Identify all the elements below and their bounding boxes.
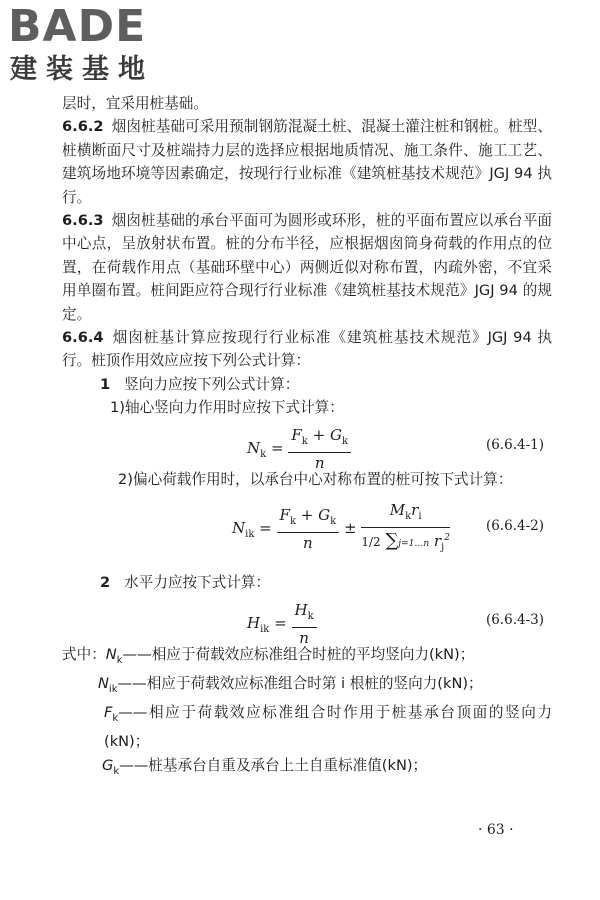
definition-text: ——相应于荷载效应标准组合时作用于桩基承台顶面的竖向力(kN)； xyxy=(104,704,552,751)
clause-6-6-4 xyxy=(62,326,552,373)
definition-fk xyxy=(62,701,552,754)
definition-text: ——相应于荷载效应标准组合时第 i 根桩的竖向力(kN)； xyxy=(117,674,483,692)
item-text: 竖向力应按下列公式计算： xyxy=(124,375,300,393)
equation: $H_{ik}$ = $\frac{H_k}{n}$ xyxy=(247,601,317,647)
equation-number: (6.6.4-1) xyxy=(485,436,544,453)
paragraph-continuation: 层时，宜采用桩基础。 xyxy=(62,95,208,112)
clause-number: 6.6.3 xyxy=(62,212,104,230)
clause-number: 6.6.4 xyxy=(62,329,104,347)
defs-intro: 式中： xyxy=(62,645,106,663)
item-1 xyxy=(62,373,552,396)
item-text: 水平力应按下式计算： xyxy=(124,574,271,592)
equation: $N_k$ = $\frac{F_k + G_k}{n}$ xyxy=(247,426,351,472)
symbol: $G_k$ xyxy=(102,756,120,777)
logo-text-cn: 建装基地 xyxy=(10,54,154,85)
definition-text: ——桩基承台自重及承台上土自重标准值(kN)； xyxy=(119,756,428,774)
item-2 xyxy=(62,571,552,594)
definition-nik xyxy=(62,672,552,701)
sub-item-1: 1)轴心竖向力作用时应按下式计算： xyxy=(110,399,344,417)
equation-number: (6.6.4-3) xyxy=(485,611,544,628)
clause-text: 烟囱桩基计算应按现行行业标准《建筑桩基技术规范》JGJ 94 执行。桩顶作用效应应按下列公式计算： xyxy=(62,329,552,370)
bade-logo xyxy=(8,2,180,88)
symbol: $F_k$ xyxy=(104,704,119,725)
formula-6-6-4-1 xyxy=(62,424,552,472)
clause-6-6-3 xyxy=(62,209,552,326)
symbol-definitions xyxy=(62,643,552,784)
clause-text: 烟囱桩基础可采用预制钢筋混凝土桩、混凝土灌注桩和钢桩。桩型、桩横断面尺寸及桩端持力层的选择应根据地质情况、施工条件、施工工艺、建筑场地环境等因素确定，按现行行业标准《建筑桩基技术规范》JGJ 94 执行。 xyxy=(62,118,552,206)
clause-number: 6.6.2 xyxy=(62,118,104,136)
definition-gk xyxy=(62,754,552,783)
definition-text: ——相应于荷载效应标准组合时桩的平均竖向力(kN)； xyxy=(122,645,475,663)
page-number: · 63 · xyxy=(478,822,514,838)
logo-text-en: BADE xyxy=(8,1,147,52)
equation: $N_{ik}$ = $\frac{F_k + G_k}{n}$ ± $\frac{M_kr_i}{1/2 \sum j=1\dots n r_j^2}$ xyxy=(232,501,450,554)
item-number: 1 xyxy=(100,375,111,393)
formula-6-6-4-3 xyxy=(62,599,552,647)
definition-nk xyxy=(62,643,552,672)
clause-6-6-2 xyxy=(62,115,552,209)
equation-number: (6.6.4-2) xyxy=(485,518,544,535)
item-number: 2 xyxy=(100,574,111,592)
symbol: $N_k$ xyxy=(105,645,123,666)
clause-text: 烟囱桩基础的承台平面可为圆形或环形，桩的平面布置应以承台平面中心点，呈放射状布置。桩的分布半径，应根据烟囱筒身荷载的作用点的位置，在荷载作用点（基础环壁中心）两侧近似对称布置，内疏外密，不宜采用单圈布置。桩间距应符合现行行业标准《建筑桩基技术规范》JGJ 94 的规定。 xyxy=(62,212,552,323)
page-body xyxy=(62,92,552,783)
formula-6-6-4-2 xyxy=(62,495,552,567)
sub-item-2: 2)偏心荷载作用时，以承台中心对称布置的桩可按下式计算： xyxy=(118,470,513,488)
symbol: $N_{ik}$ xyxy=(98,674,118,695)
